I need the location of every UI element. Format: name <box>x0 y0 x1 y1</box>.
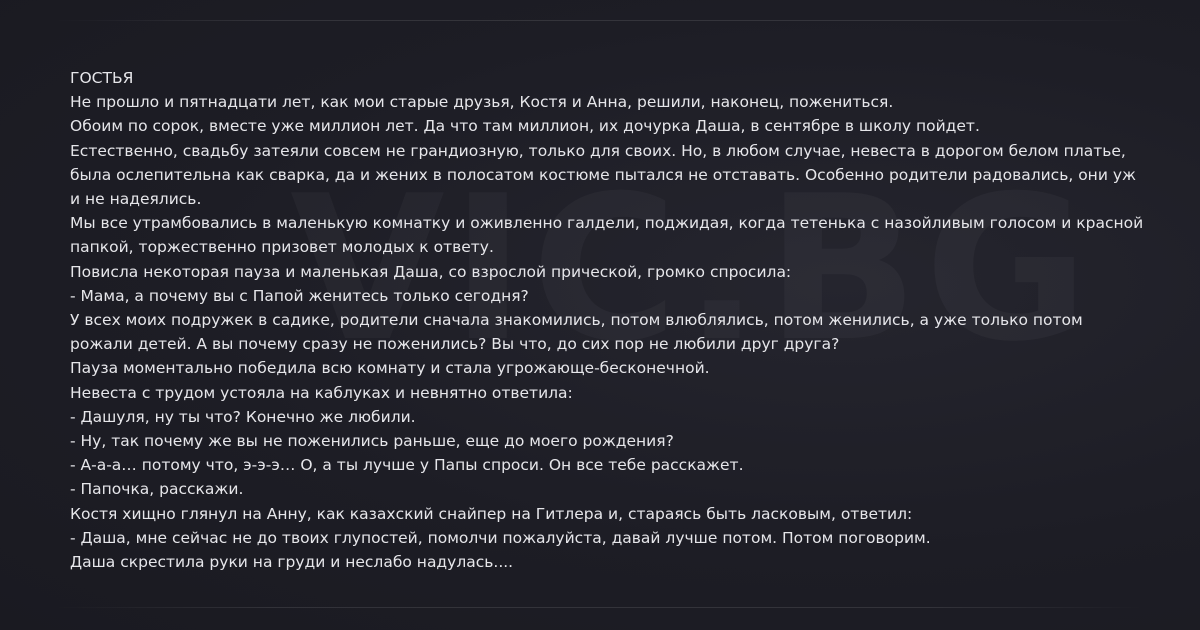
story-paragraph: У всех моих подружек в садике, родители сначала знакомились, потом влюблялись, потом женились, а уже только потом рожали детей. А вы почему сразу не поженились? Вы что, до сих пор не любили друг друга? <box>70 311 1083 354</box>
story-paragraph: Мы все утрамбовались в маленькую комнатку и оживленно галдели, поджидая, когда тетенька с назойливым голосом и красной папкой, торжественно призовет молодых к ответу. <box>70 214 1144 257</box>
story-paragraph: Пауза моментально победила всю комнату и стала угрожающе-бесконечной. <box>70 359 710 378</box>
story-paragraph: - Даша, мне сейчас не до твоих глупостей, помолчи пожалуйста, давай лучше потом. Потом поговорим. <box>70 528 931 547</box>
story-paragraph: Даша скрестила руки на груди и неслабо надулась.... <box>70 553 514 572</box>
story-paragraph: Естественно, свадьбу затеяли совсем не грандиозную, только для своих. Но, в любом случае, невеста в дорогом белом платье, была ослепительна как сварка, да и жених в полосатом костюме пытался не отставать. Особенно родители радовались, они уж и не надеялись. <box>70 141 1136 209</box>
bottom-divider <box>55 607 1145 608</box>
story-paragraph: Повисла некоторая пауза и маленькая Даша, со взрослой прической, громко спросила: <box>70 262 792 281</box>
story-paragraph: - Папочка, расскажи. <box>70 480 244 499</box>
story-paragraph: Невеста с трудом устояла на каблуках и невнятно ответила: <box>70 383 573 402</box>
story-paragraph: Обоим по сорок, вместе уже миллион лет. Да что там миллион, их дочурка Даша, в сентябре в школу пойдет. <box>70 117 980 136</box>
story-text <box>70 66 1145 574</box>
story-paragraph: - А-а-а… потому что, э-э-э… О, а ты лучше у Папы спроси. Он все тебе расскажет. <box>70 456 744 475</box>
story-title: ГОСТЬЯ <box>70 69 134 87</box>
story-paragraph: - Мама, а почему вы с Папой женитесь только сегодня? <box>70 286 529 305</box>
story-paragraph: Костя хищно глянул на Анну, как казахский снайпер на Гитлера и, стараясь быть ласковым, ответил: <box>70 504 913 523</box>
story-paragraph: Не прошло и пятнадцати лет, как мои старые друзья, Костя и Анна, решили, наконец, пожениться. <box>70 93 894 112</box>
story-paragraph: - Дашуля, ну ты что? Конечно же любили. <box>70 407 416 426</box>
top-divider <box>55 20 1145 21</box>
story-paragraph: - Ну, так почему же вы не поженились раньше, еще до моего рождения? <box>70 432 674 451</box>
